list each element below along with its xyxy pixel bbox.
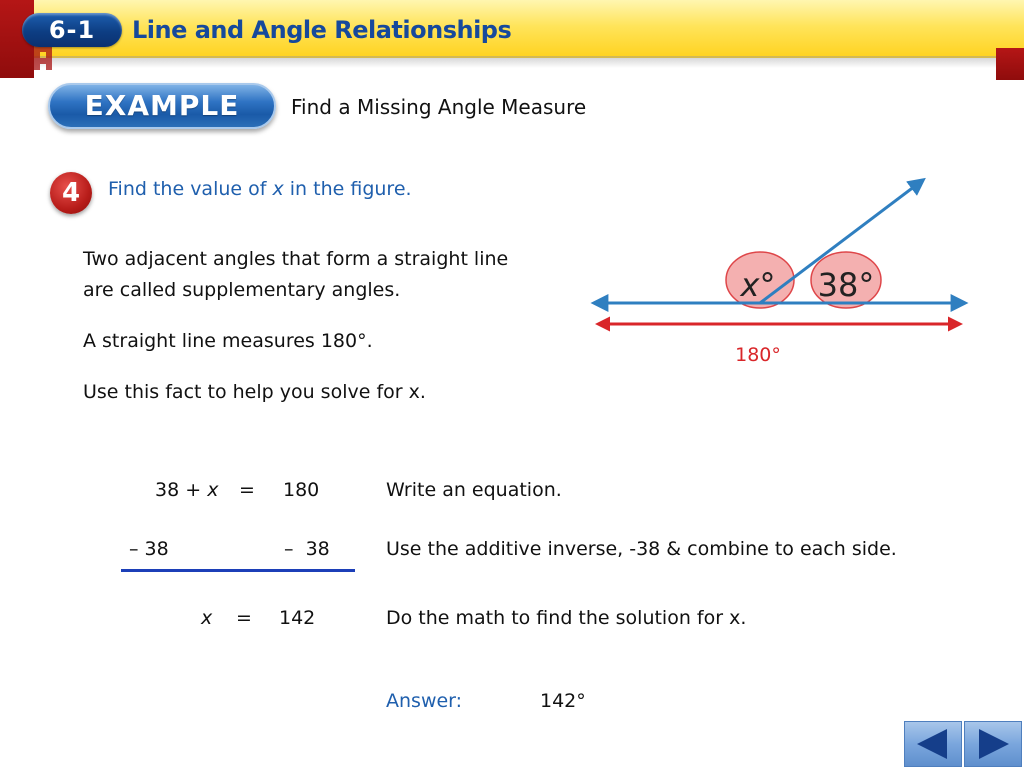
previous-slide-button[interactable] (904, 721, 962, 767)
equation-divider (121, 569, 355, 572)
explanation-use-fact: Use this fact to help you solve for x. (83, 381, 426, 403)
triangle-right-icon (965, 722, 1021, 766)
lesson-number: 6-1 (48, 16, 96, 44)
explanation-supplementary: Two adjacent angles that form a straight line are called supplementary angles. (83, 248, 509, 301)
example-badge-label: EXAMPLE (84, 89, 240, 122)
angle-38-label: 38° (817, 266, 875, 304)
angle-x-label: x° (740, 266, 776, 304)
eq1-equals: = (239, 479, 255, 501)
eq3-left (201, 607, 212, 629)
eq2-right: – 38 (284, 538, 330, 560)
eq3-equals: = (236, 607, 252, 629)
problem-number: 4 (61, 178, 81, 208)
eq3-note: Do the math to find the solution for x. (386, 607, 747, 629)
answer-label: Answer: (386, 690, 463, 712)
example-subtitle: Find a Missing Angle Measure (291, 95, 587, 119)
eq1-right: 180 (283, 479, 320, 501)
eq1-left (155, 479, 218, 501)
eq2-note: Use the additive inverse, -38 & combine to each side. (386, 538, 897, 560)
answer-value: 142° (540, 690, 586, 712)
straight-angle-label: 180° (735, 344, 781, 366)
lesson-title: Line and Angle Relationships (132, 16, 512, 44)
angle-figure (580, 168, 980, 378)
problem-statement-after: in the figure. (283, 178, 412, 200)
triangle-left-icon (905, 722, 961, 766)
eq1-left-var: x (207, 479, 219, 501)
problem-statement-variable: x (272, 178, 284, 200)
explanation-straight-line: A straight line measures 180°. (83, 330, 373, 352)
next-slide-button[interactable] (964, 721, 1022, 767)
decor-red-block-right (996, 48, 1024, 80)
header-shadow (0, 56, 1024, 68)
eq1-note: Write an equation. (386, 479, 562, 501)
eq1-left-num: 38 + (155, 479, 208, 501)
problem-statement (108, 178, 412, 200)
eq3-left-var: x (201, 607, 213, 629)
decor-red-pixels (34, 46, 52, 70)
eq2-left: – 38 (129, 538, 169, 560)
eq3-right: 142 (279, 607, 316, 629)
problem-statement-before: Find the value of (108, 178, 273, 200)
